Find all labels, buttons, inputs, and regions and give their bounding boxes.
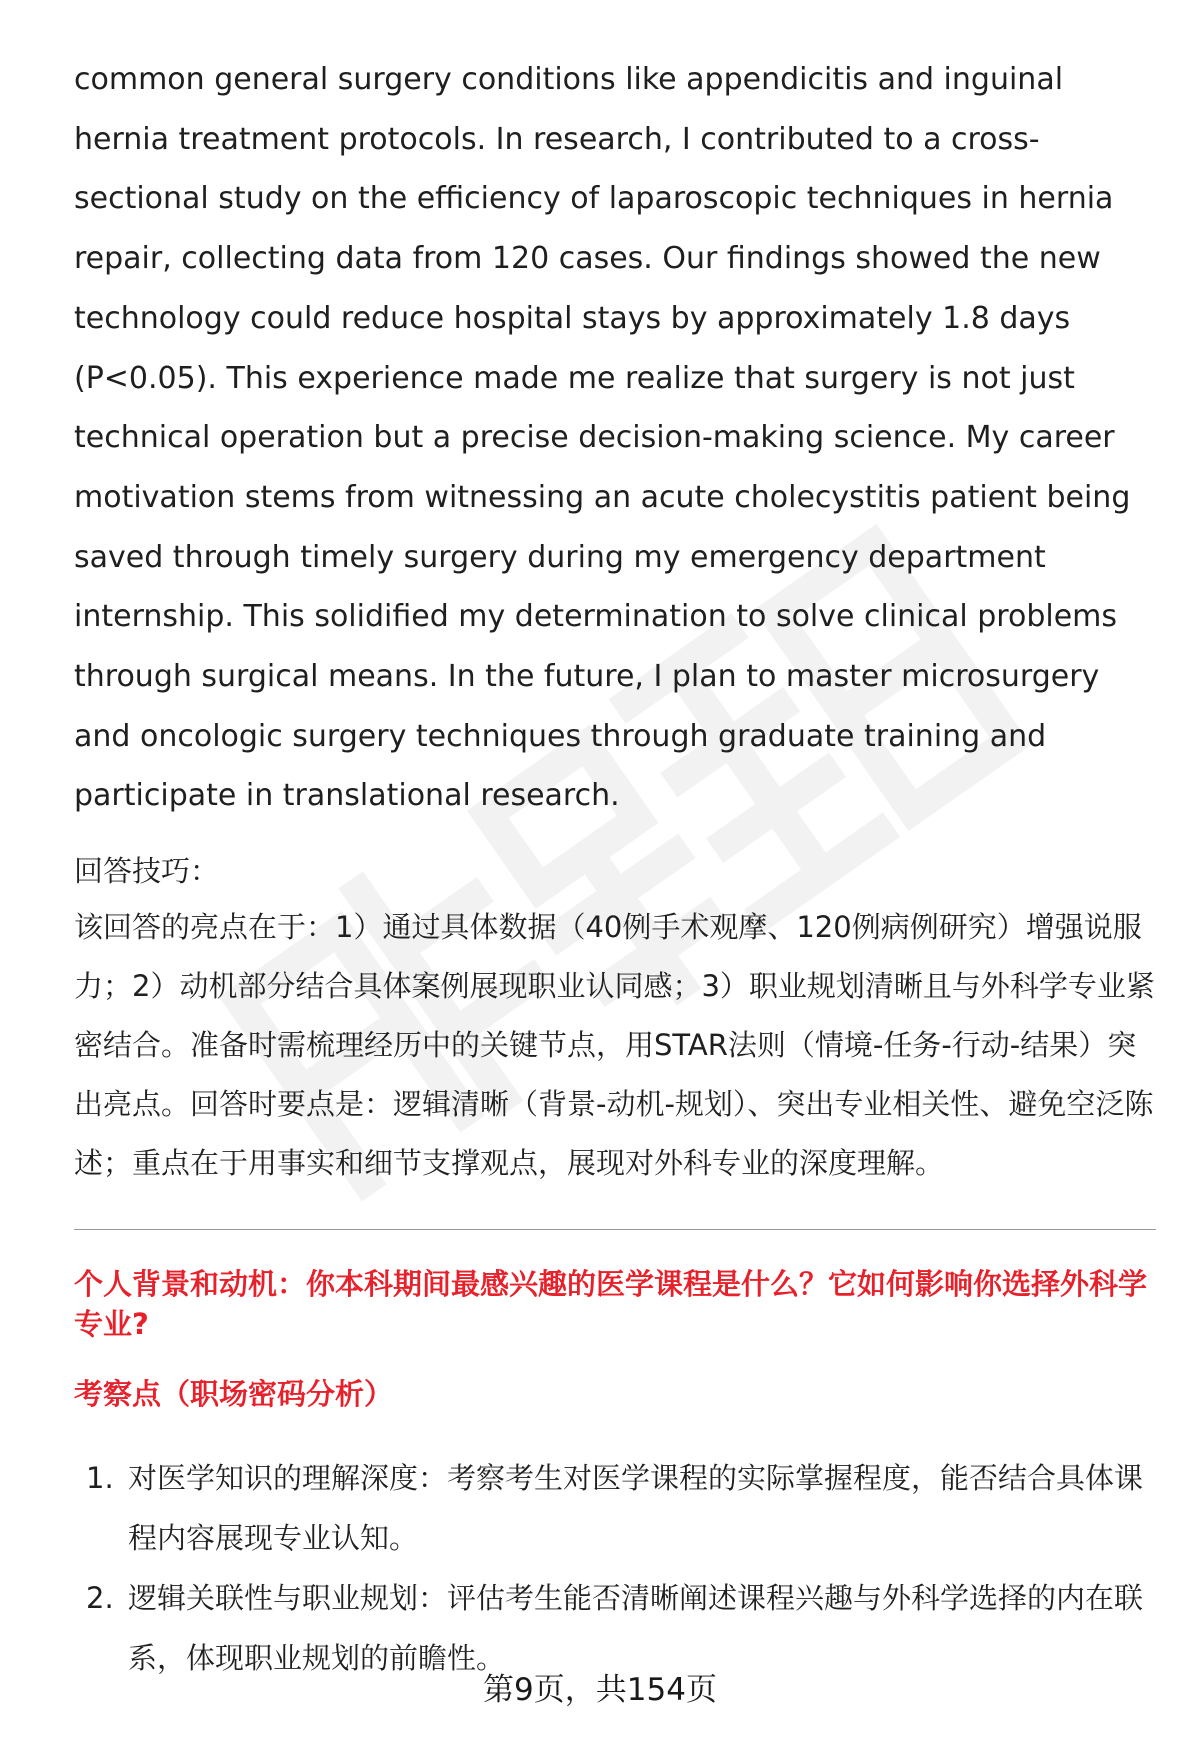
section-divider — [74, 1229, 1156, 1230]
tips-body: 该回答的亮点在于：1）通过具体数据（40例手术观摩、120例病例研究）增强说服力；2）动机部分结合具体案例展现职业认同感；3）职业规划清晰且与外科学专业紧密结合。准备时需梳理经历中的关键节点，用STAR法则（情境-任务-行动-结果）突出亮点。回答时要点是：逻辑清晰（背景-动机-规划）、突出专业相关性、避免空泛陈述；重点在于用事实和细节支撑观点，展现对外科专业的深度理解。 — [74, 910, 1155, 1181]
page-content — [74, 50, 1156, 1688]
list-item — [74, 1448, 1156, 1568]
assessment-points-heading: 考察点（职场密码分析） — [74, 1377, 394, 1412]
list-item-text: 逻辑关联性与职业规划：评估考生能否清晰阐述课程兴趣与外科学选择的内在联系，体现职业规划的前瞻性。 — [128, 1581, 1144, 1676]
list-item-number: 1. — [86, 1461, 114, 1496]
question-heading: 个人背景和动机：你本科期间最感兴趣的医学课程是什么？它如何影响你选择外科学专业? — [74, 1267, 1148, 1342]
list-item-text: 对医学知识的理解深度：考察考生对医学课程的实际掌握程度，能否结合具体课程内容展现专业认知。 — [128, 1461, 1144, 1556]
page-number-footer: 第9页，共154页 — [483, 1672, 717, 1708]
tips-title: 回答技巧： — [74, 854, 220, 889]
list-item-number: 2. — [86, 1581, 114, 1616]
assessment-points-list — [74, 1448, 1156, 1688]
answer-paragraph: common general surgery conditions like appendicitis and inguinal hernia treatment protocols. In research, I contributed to a cross-sectional study on the efficiency of laparoscopic techniques in hernia repair, collecting data from 120 cases. Our findings showed the new technology could reduce hospital stays by approximately 1.8 days (P<0.05). This experience made me realize that surgery is not just technical operation but a precise decision-making science. My career motivation stems from witnessing an acute cholecystitis patient being saved through timely surgery during my emergency department internship. This solidified my determination to solve clinical problems through surgical means. In the future, I plan to master microsurgery and oncologic surgery techniques through graduate training and participate in translational research. — [74, 62, 1131, 814]
